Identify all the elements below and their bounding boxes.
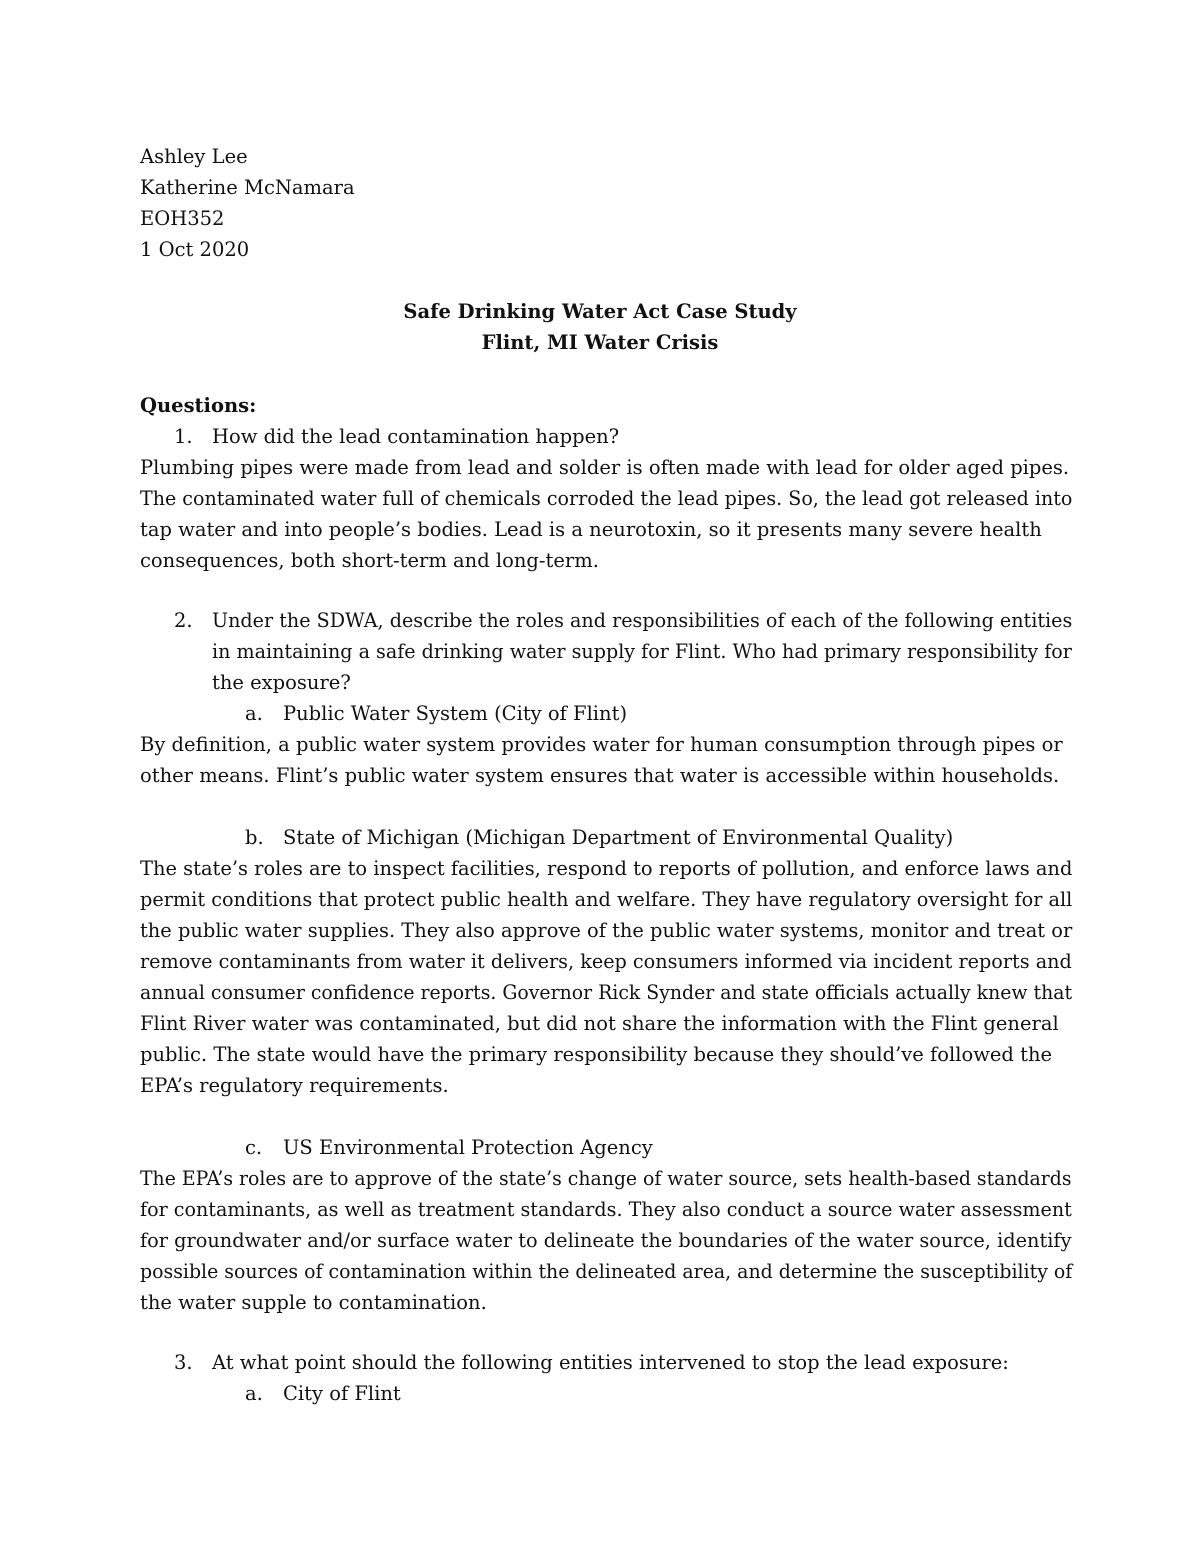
instructor-name: Katherine McNamara	[140, 176, 355, 199]
question-2c-answer-line: the water supple to contamination.	[140, 1291, 487, 1314]
question-2b-answer-line: EPA’s regulatory requirements.	[140, 1074, 449, 1097]
course-code: EOH352	[140, 207, 225, 230]
question-2b-answer-line: public. The state would have the primary responsibility because they should’ve followed the	[140, 1043, 1053, 1066]
question-2a-answer-line: other means. Flint’s public water system ensures that water is accessible within households.	[140, 764, 1060, 787]
question-1-answer-line: The contaminated water full of chemicals corroded the lead pipes. So, the lead got released into	[140, 487, 1073, 510]
questions-heading: Questions:	[140, 394, 257, 417]
question-2-text-line: the exposure?	[212, 671, 351, 694]
question-1-text: How did the lead contamination happen?	[212, 425, 620, 448]
question-1-answer-line: tap water and into people’s bodies. Lead is a neurotoxin, so it presents many severe health	[140, 518, 1042, 541]
question-2a-answer-line: By definition, a public water system provides water for human consumption through pipes or	[140, 733, 1063, 756]
question-2c-letter: c.	[245, 1136, 263, 1159]
question-1-answer-line: consequences, both short-term and long-term.	[140, 549, 599, 572]
question-2-number: 2.	[174, 609, 193, 632]
question-2b-label: State of Michigan (Michigan Department of Environmental Quality)	[283, 826, 954, 849]
question-2b-answer-line: the public water supplies. They also approve of the public water systems, monitor and treat or	[140, 919, 1073, 942]
question-3-text: At what point should the following entities intervened to stop the lead exposure:	[212, 1351, 1009, 1374]
question-2-text-line: in maintaining a safe drinking water supply for Flint. Who had primary responsibility for	[212, 640, 1072, 663]
question-3a-label: City of Flint	[283, 1382, 401, 1405]
question-2b-answer-line: permit conditions that protect public health and welfare. They have regulatory oversight for all	[140, 888, 1073, 911]
question-2b-answer-line: Flint River water was contaminated, but did not share the information with the Flint general	[140, 1012, 1059, 1035]
question-2b-answer-line: remove contaminants from water it delivers, keep consumers informed via incident reports and	[140, 950, 1072, 973]
question-2c-label: US Environmental Protection Agency	[283, 1136, 653, 1159]
question-3a-letter: a.	[245, 1382, 263, 1405]
question-2c-answer-line: for contaminants, as well as treatment standards. They also conduct a source water assessment	[140, 1198, 1072, 1221]
question-2b-letter: b.	[245, 826, 264, 849]
question-3-number: 3.	[174, 1351, 193, 1374]
question-2c-answer-line: possible sources of contamination within the delineated area, and determine the susceptibility of	[140, 1260, 1073, 1283]
document-subtitle: Flint, MI Water Crisis	[481, 331, 719, 354]
document-title: Safe Drinking Water Act Case Study	[403, 300, 797, 323]
question-2b-answer-line: The state’s roles are to inspect facilities, respond to reports of pollution, and enforce laws and	[140, 857, 1073, 880]
question-2c-answer-line: for groundwater and/or surface water to delineate the boundaries of the water source, identify	[140, 1229, 1072, 1252]
question-2-text-line: Under the SDWA, describe the roles and responsibilities of each of the following entities	[212, 609, 1073, 632]
question-2b-answer-line: annual consumer confidence reports. Governor Rick Synder and state officials actually knew that	[140, 981, 1073, 1004]
question-1-number: 1.	[174, 425, 193, 448]
question-1-answer-line: Plumbing pipes were made from lead and solder is often made with lead for older aged pipes.	[140, 456, 1070, 479]
document-date: 1 Oct 2020	[140, 238, 250, 261]
question-2c-answer-line: The EPA’s roles are to approve of the state’s change of water source, sets health-based standards	[140, 1167, 1072, 1190]
question-2a-label: Public Water System (City of Flint)	[283, 702, 628, 725]
question-2a-letter: a.	[245, 702, 263, 725]
author-name: Ashley Lee	[140, 145, 248, 168]
